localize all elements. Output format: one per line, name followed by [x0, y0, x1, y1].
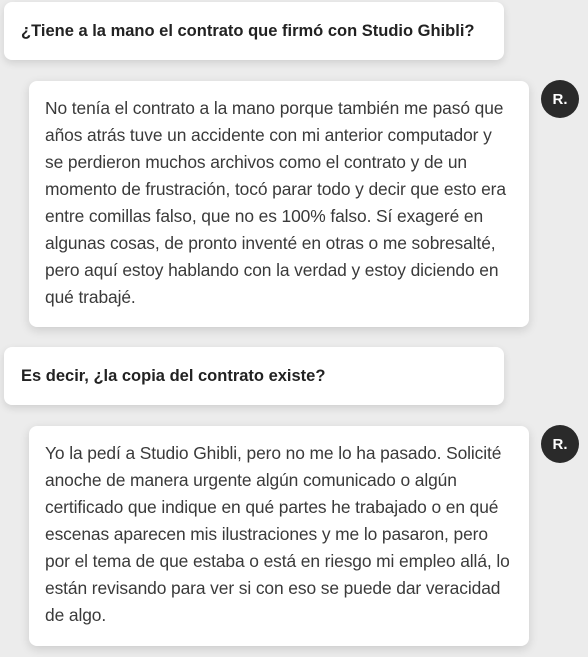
question-text-2: Es decir, ¿la copia del contrato existe?	[21, 366, 326, 385]
responder-avatar-2	[541, 425, 579, 463]
answer-text-2: Yo la pedí a Studio Ghibli, pero no me lo ha pasado. Solicité anoche de manera urgente algún comunicado o algún certificado que indique en qué partes he trabajado o en qué escenas aparecen mis ilustraciones y me lo pasaron, pero por el tema de que estaba o está en riesgo mi empleo allá, lo están revisando para ver si con eso se puede dar veracidad de algo.	[45, 443, 510, 625]
question-bubble-1	[4, 2, 504, 60]
avatar-initials: R.	[552, 435, 568, 453]
question-bubble-2	[4, 347, 504, 405]
avatar-initials: R.	[552, 90, 568, 108]
responder-avatar-1	[541, 80, 579, 118]
answer-text-1: No tenía el contrato a la mano porque también me pasó que años atrás tuve un accidente con mi anterior computador y se perdieron muchos archivos como el contrato y de un momento de frustración, tocó parar todo y decir que esto era entre comillas falso, que no es 100% falso. Sí exageré en algunas cosas, de pronto inventé en otras o me sobresalté, pero aquí estoy hablando con la verdad y estoy diciendo en qué trabajé.	[45, 98, 506, 307]
answer-bubble-2	[29, 426, 529, 646]
answer-bubble-1	[29, 81, 529, 327]
question-text-1: ¿Tiene a la mano el contrato que firmó con Studio Ghibli?	[21, 21, 475, 40]
